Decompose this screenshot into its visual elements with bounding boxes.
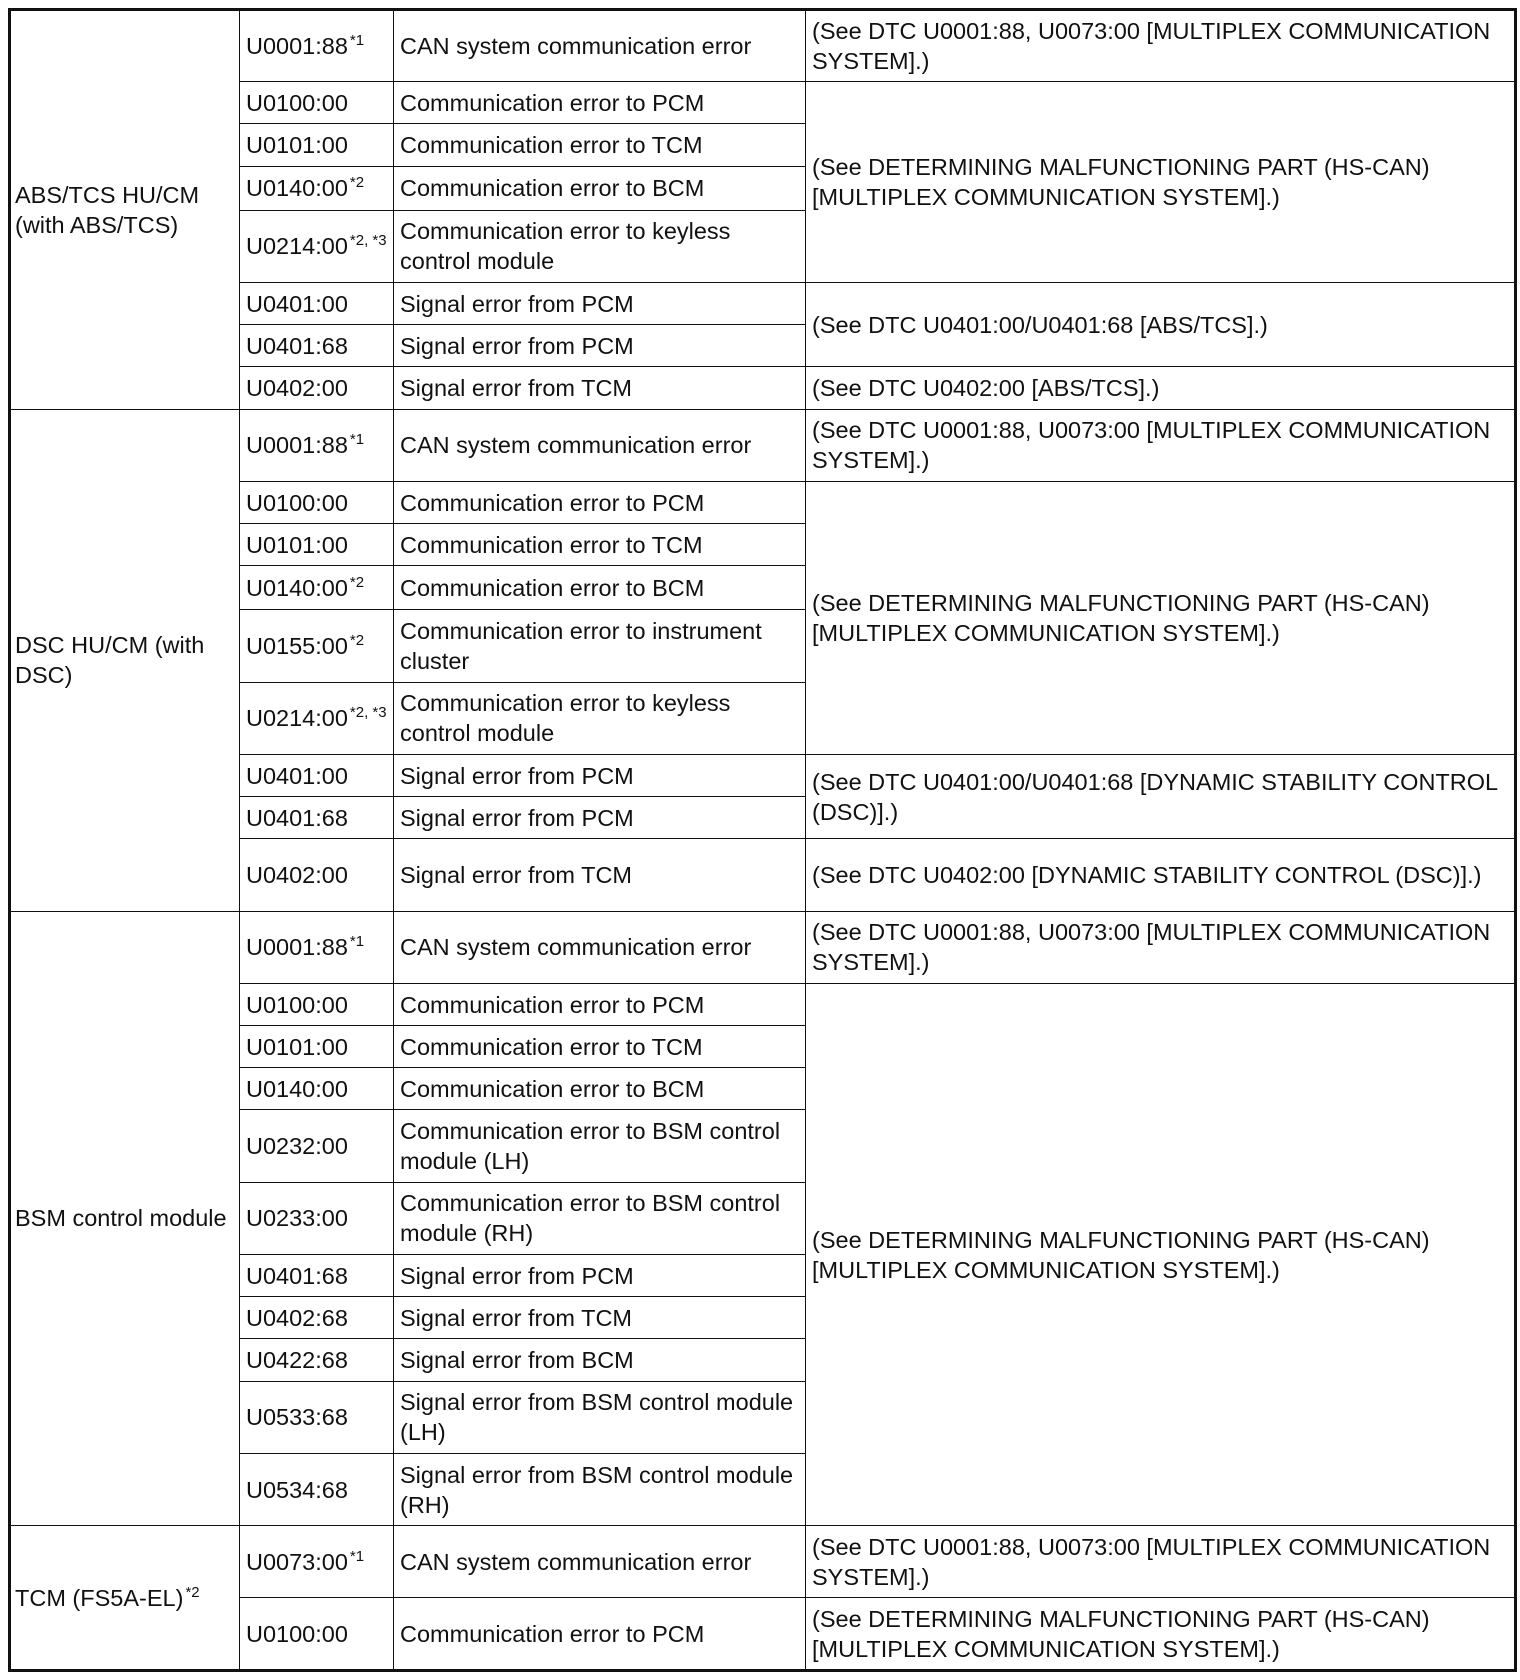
dtc-code-cell: U0100:00 [240,82,394,124]
module-cell: ABS/TCS HU/CM (with ABS/TCS) [10,10,240,410]
description-cell: Communication error to BCM [394,1068,806,1110]
dtc-code-cell: U0001:88 $^{*1}$ [240,10,394,82]
dtc-code-cell: U0214:00 $^{*2, *3}$ [240,210,394,282]
description-cell: Communication error to BSM control module (RH) [394,1182,806,1254]
module-cell: TCM (FS5A-EL) $^{*2}$ [10,1526,240,1671]
description-cell: Communication error to TCM [394,1026,806,1068]
dtc-code-cell: U0402:68 [240,1297,394,1339]
description-cell: Communication error to PCM [394,983,806,1025]
table-row [10,409,1516,481]
description-cell: Communication error to BCM [394,566,806,610]
dtc-code-cell: U0140:00 [240,1068,394,1110]
dtc-code-cell: U0073:00 $^{*1}$ [240,1526,394,1598]
footnote-mark: *2 [349,174,365,192]
dtc-code-cell: U0101:00 [240,124,394,166]
description-cell: Communication error to PCM [394,481,806,523]
reference-cell: (See DTC U0001:88, U0073:00 [MULTIPLEX COMMUNICATION SYSTEM].) [806,10,1516,82]
description-cell: Signal error from TCM [394,839,806,911]
footnote-mark: *1 [349,32,365,50]
description-cell: Communication error to BCM [394,166,806,210]
description-cell: Communication error to TCM [394,524,806,566]
description-cell: Signal error from BSM control module (LH) [394,1381,806,1453]
dtc-code-cell: U0402:00 [240,839,394,911]
reference-cell: (See DTC U0402:00 [DYNAMIC STABILITY CONTROL (DSC)].) [806,839,1516,911]
reference-cell: (See DTC U0401:00/U0401:68 [DYNAMIC STABILITY CONTROL (DSC)].) [806,755,1516,839]
module-cell: BSM control module [10,911,240,1526]
description-cell: Signal error from BCM [394,1339,806,1381]
dtc-code-cell: U0001:88 $^{*1}$ [240,409,394,481]
description-cell: Communication error to keyless control module [394,682,806,754]
description-cell: Communication error to TCM [394,124,806,166]
dtc-code-cell: U0401:00 [240,283,394,325]
dtc-code-cell: U0001:88 $^{*1}$ [240,911,394,983]
description-cell: Communication error to PCM [394,82,806,124]
dtc-code-cell: U0140:00 $^{*2}$ [240,566,394,610]
footnote-mark: *2, *3 [349,704,387,722]
reference-cell: (See DETERMINING MALFUNCTIONING PART (HS-CAN) [MULTIPLEX COMMUNICATION SYSTEM].) [806,1598,1516,1671]
reference-cell: (See DETERMINING MALFUNCTIONING PART (HS-CAN) [MULTIPLEX COMMUNICATION SYSTEM].) [806,983,1516,1525]
description-cell: CAN system communication error [394,10,806,82]
dtc-code-cell: U0140:00 $^{*2}$ [240,166,394,210]
module-cell: DSC HU/CM (with DSC) [10,409,240,911]
description-cell: Signal error from TCM [394,1297,806,1339]
dtc-code-cell: U0155:00 $^{*2}$ [240,610,394,682]
dtc-table [8,8,1517,1672]
description-cell: Communication error to instrument cluster [394,610,806,682]
dtc-code-cell: U0402:00 [240,367,394,409]
footnote-mark: *2 [185,1583,200,1601]
description-cell: Signal error from BSM control module (RH) [394,1453,806,1525]
reference-cell: (See DETERMINING MALFUNCTIONING PART (HS-CAN) [MULTIPLEX COMMUNICATION SYSTEM].) [806,481,1516,754]
table-row [10,10,1516,82]
dtc-code-cell: U0233:00 [240,1182,394,1254]
description-cell: Signal error from TCM [394,367,806,409]
description-cell: Signal error from PCM [394,797,806,839]
dtc-code-cell: U0401:00 [240,755,394,797]
description-cell: Signal error from PCM [394,1255,806,1297]
dtc-code-cell: U0422:68 [240,1339,394,1381]
footnote-mark: *1 [349,431,365,449]
footnote-mark: *1 [349,933,365,951]
description-cell: CAN system communication error [394,1526,806,1598]
dtc-code-cell: U0534:68 [240,1453,394,1525]
description-cell: Communication error to BSM control module (LH) [394,1110,806,1182]
dtc-code-cell: U0101:00 [240,524,394,566]
dtc-code-cell: U0100:00 [240,1598,394,1671]
reference-cell: (See DTC U0402:00 [ABS/TCS].) [806,367,1516,409]
dtc-code-cell: U0401:68 [240,325,394,367]
description-cell: Signal error from PCM [394,755,806,797]
reference-cell: (See DTC U0401:00/U0401:68 [ABS/TCS].) [806,283,1516,367]
dtc-code-cell: U0100:00 [240,481,394,523]
reference-cell: (See DTC U0001:88, U0073:00 [MULTIPLEX COMMUNICATION SYSTEM].) [806,911,1516,983]
table-row [10,1526,1516,1598]
dtc-code-cell: U0214:00 $^{*2, *3}$ [240,682,394,754]
reference-cell: (See DTC U0001:88, U0073:00 [MULTIPLEX COMMUNICATION SYSTEM].) [806,1526,1516,1598]
dtc-code-cell: U0100:00 [240,983,394,1025]
description-cell: Signal error from PCM [394,325,806,367]
description-cell: Signal error from PCM [394,283,806,325]
dtc-code-cell: U0401:68 [240,1255,394,1297]
description-cell: Communication error to keyless control module [394,210,806,282]
description-cell: CAN system communication error [394,409,806,481]
description-cell: Communication error to PCM [394,1598,806,1671]
reference-cell: (See DETERMINING MALFUNCTIONING PART (HS-CAN) [MULTIPLEX COMMUNICATION SYSTEM].) [806,82,1516,283]
description-cell: CAN system communication error [394,911,806,983]
footnote-mark: *2 [349,632,365,650]
table-row [10,911,1516,983]
footnote-mark: *2 [349,573,365,591]
footnote-mark: *1 [349,1547,365,1565]
dtc-code-cell: U0232:00 [240,1110,394,1182]
dtc-code-cell: U0101:00 [240,1026,394,1068]
reference-cell: (See DTC U0001:88, U0073:00 [MULTIPLEX COMMUNICATION SYSTEM].) [806,409,1516,481]
footnote-mark: *2, *3 [349,232,387,250]
dtc-code-cell: U0401:68 [240,797,394,839]
dtc-code-cell: U0533:68 [240,1381,394,1453]
